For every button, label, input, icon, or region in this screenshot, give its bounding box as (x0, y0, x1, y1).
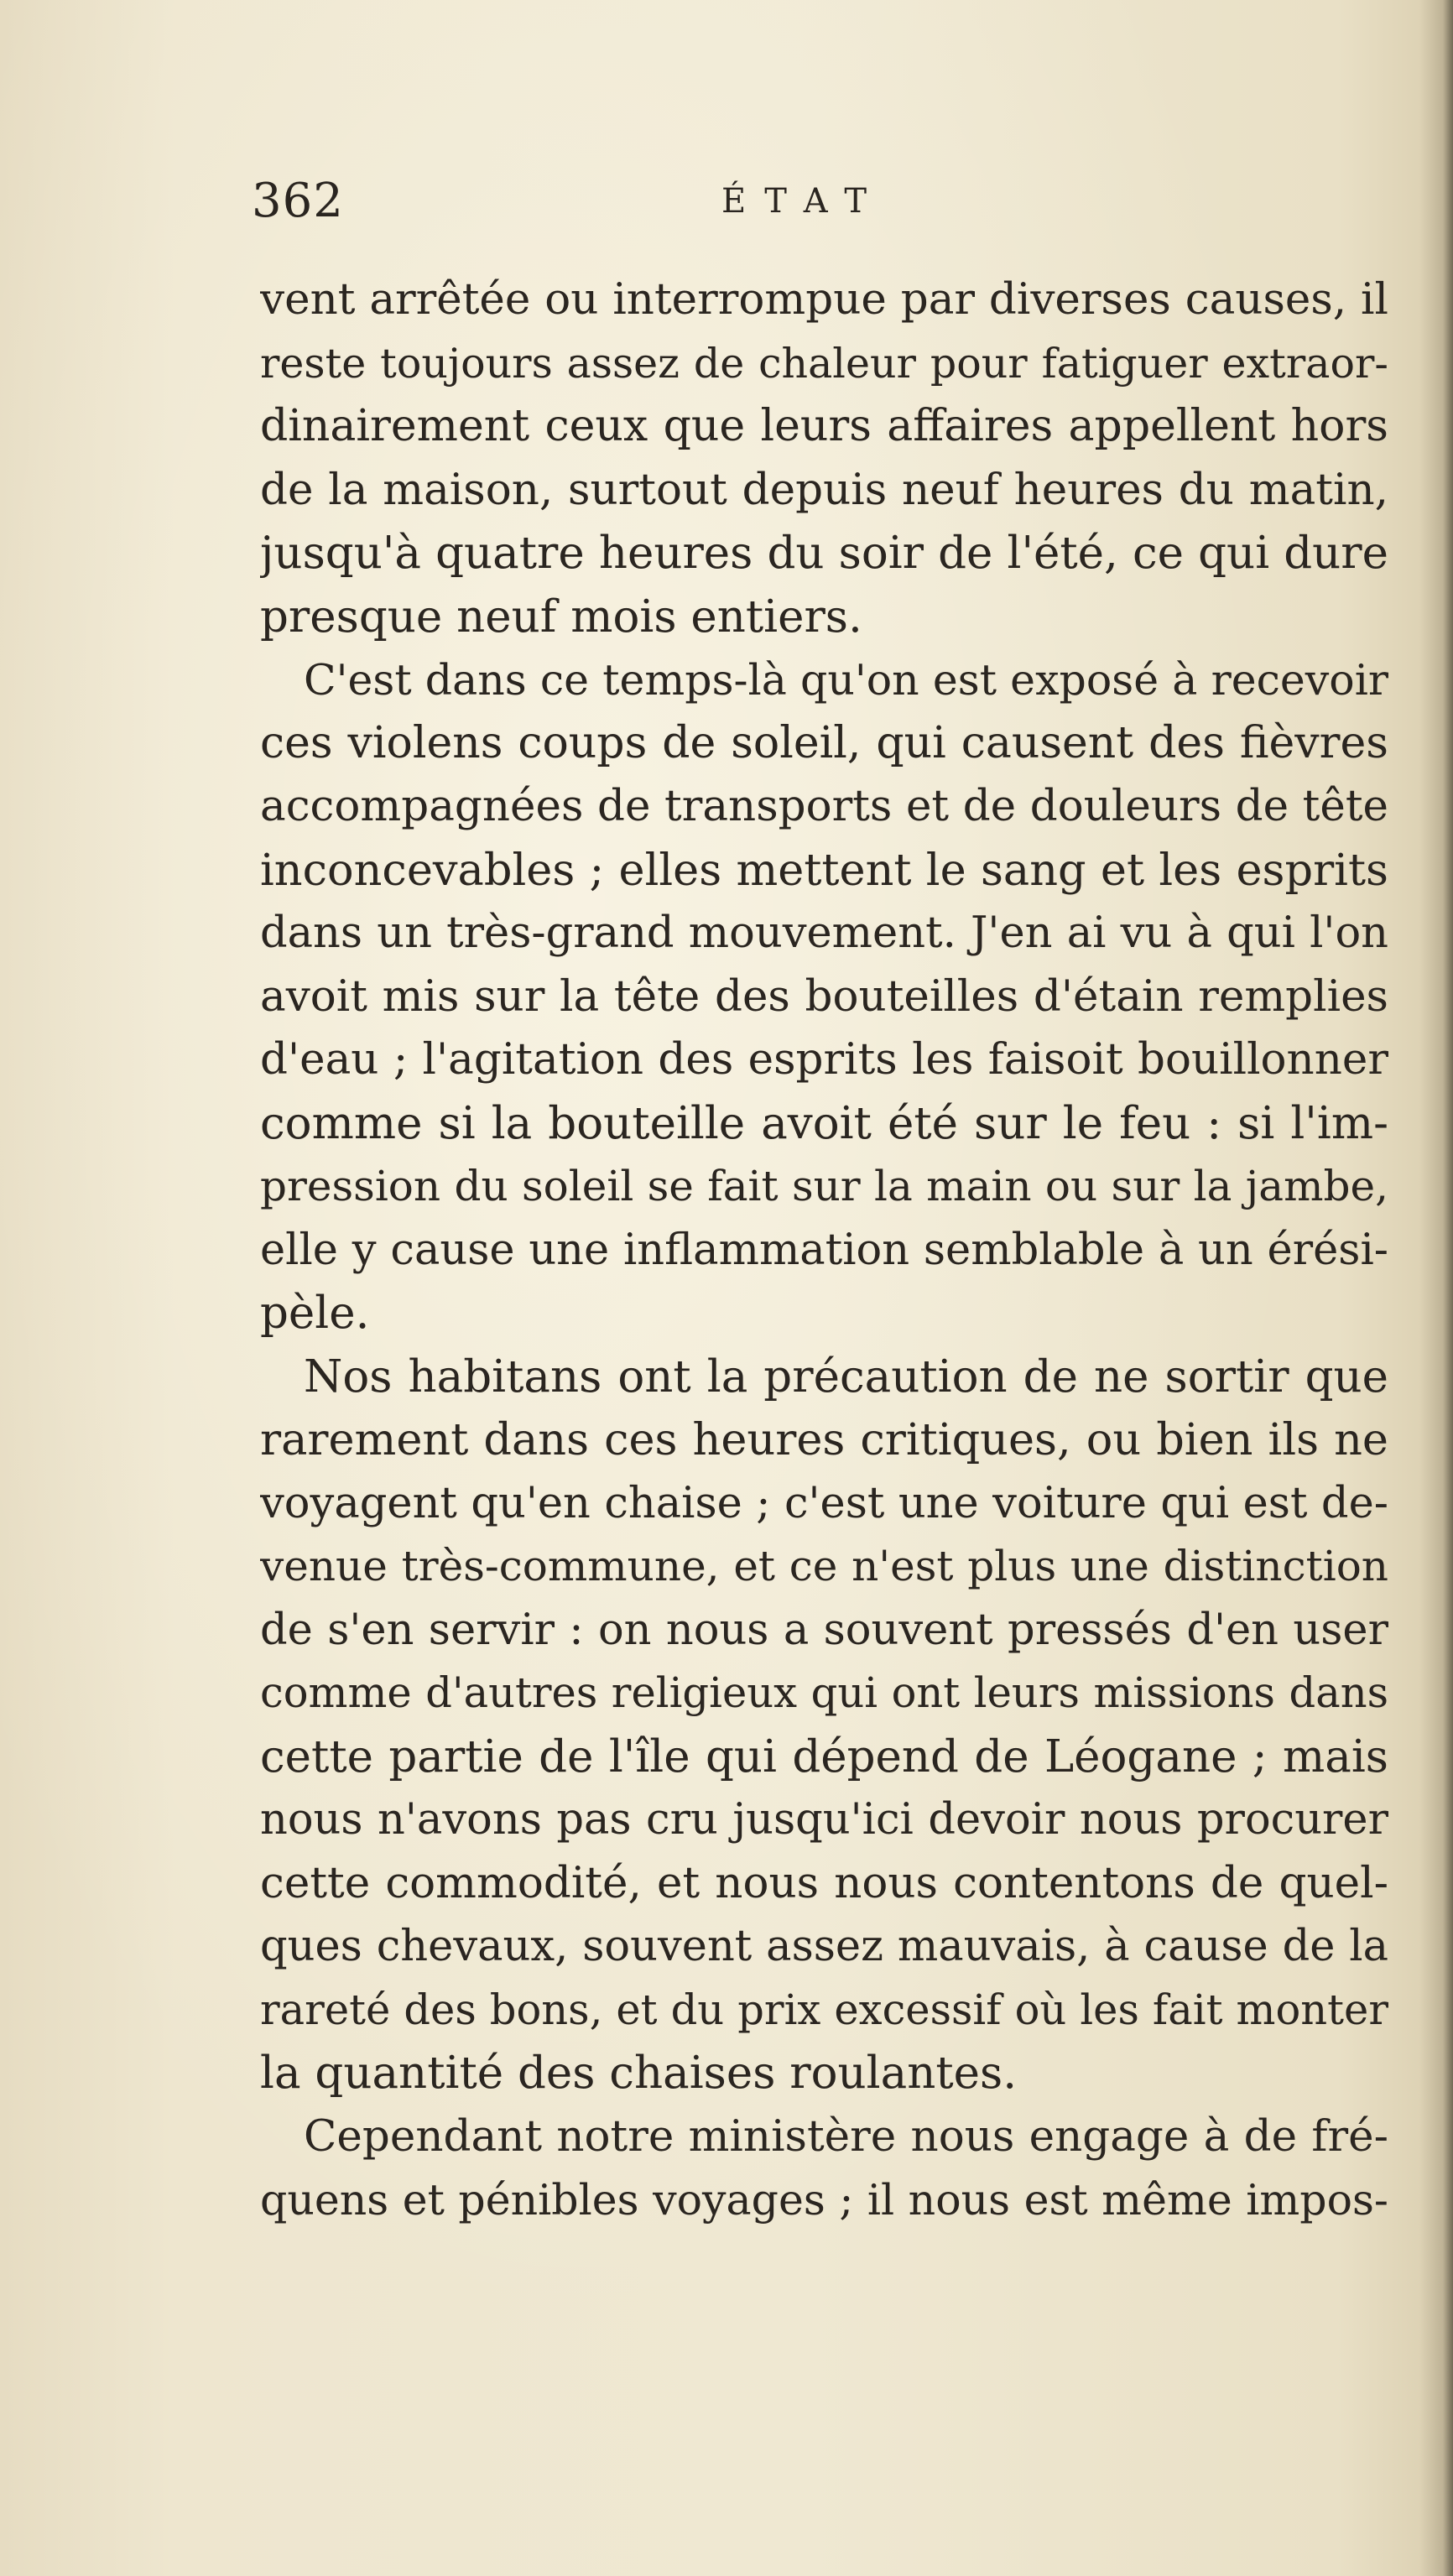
text-line: jusqu'à quatre heures du soir de l'été, ce qui dure (260, 528, 1388, 579)
text-line: de s'en servir : on nous a souvent pressés d'en user (260, 1605, 1388, 1655)
text-line: inconcevables ; elles mettent le sang et les esprits (260, 844, 1388, 896)
text-line: Nos habitans ont la précaution de ne sortir que (304, 1350, 1388, 1402)
text-line: venue très-commune, et ce n'est plus une distinction (260, 1542, 1388, 1590)
body-text (260, 268, 1388, 2232)
text-line: de la maison, surtout depuis neuf heures du matin, (260, 464, 1388, 515)
text-line: Cependant notre ministère nous engage à de fré- (304, 2110, 1388, 2162)
spine-shadow (1419, 0, 1453, 2576)
running-head: ÉTAT (721, 182, 886, 221)
text-line: rareté des bons, et du prix excessif où les fait monter (260, 1985, 1388, 2034)
text-line: dans un très-grand mouvement. J'en ai vu à qui l'on (260, 908, 1388, 958)
text-line: cette partie de l'île qui dépend de Léogane ; mais (260, 1730, 1388, 1782)
text-line: rarement dans ces heures critiques, ou bien ils ne (260, 1414, 1388, 1465)
text-line: C'est dans ce temps-là qu'on est exposé à recevoir (304, 655, 1388, 705)
text-line: avoit mis sur la tête des bouteilles d'étain remplies (260, 971, 1388, 1022)
text-line: pression du soleil se fait sur la main ou sur la jambe, (260, 1162, 1388, 1210)
text-line: quens et pénibles voyages ; il nous est même impos- (260, 2175, 1388, 2225)
text-line: vent arrêtée ou interrompue par diverses causes, il (260, 274, 1388, 325)
text-line: comme d'autres religieux qui ont leurs missions dans (260, 1668, 1388, 1717)
text-line: ces violens coups de soleil, qui causent des fièvres (260, 717, 1388, 768)
text-line: presque neuf mois entiers. (260, 591, 862, 643)
text-line: nous n'avons pas cru jusqu'ici devoir nous procurer (260, 1795, 1388, 1845)
text-line: accompagnées de transports et de douleurs de tête (260, 781, 1388, 831)
text-line: ques chevaux, souvent assez mauvais, à cause de la (260, 1922, 1388, 1971)
text-line: la quantité des chaises roulantes. (260, 2048, 1018, 2099)
page-number: 362 (252, 174, 344, 228)
text-line: reste toujours assez de chaleur pour fatiguer extraor- (260, 339, 1388, 388)
text-line: cette commodité, et nous nous contentons de quel- (260, 1857, 1388, 1908)
text-line: d'eau ; l'agitation des esprits les faisoit bouillonner (260, 1034, 1388, 1085)
page-header (252, 168, 1393, 235)
text-line: elle y cause une inflammation semblable à un érési- (260, 1225, 1388, 1275)
text-line: dinairement ceux que leurs affaires appellent hors (260, 401, 1388, 451)
text-line: pèle. (260, 1288, 370, 1339)
text-line: voyagent qu'en chaise ; c'est une voiture qui est de- (260, 1478, 1388, 1528)
text-line: comme si la bouteille avoit été sur le feu : si l'im- (260, 1097, 1388, 1149)
